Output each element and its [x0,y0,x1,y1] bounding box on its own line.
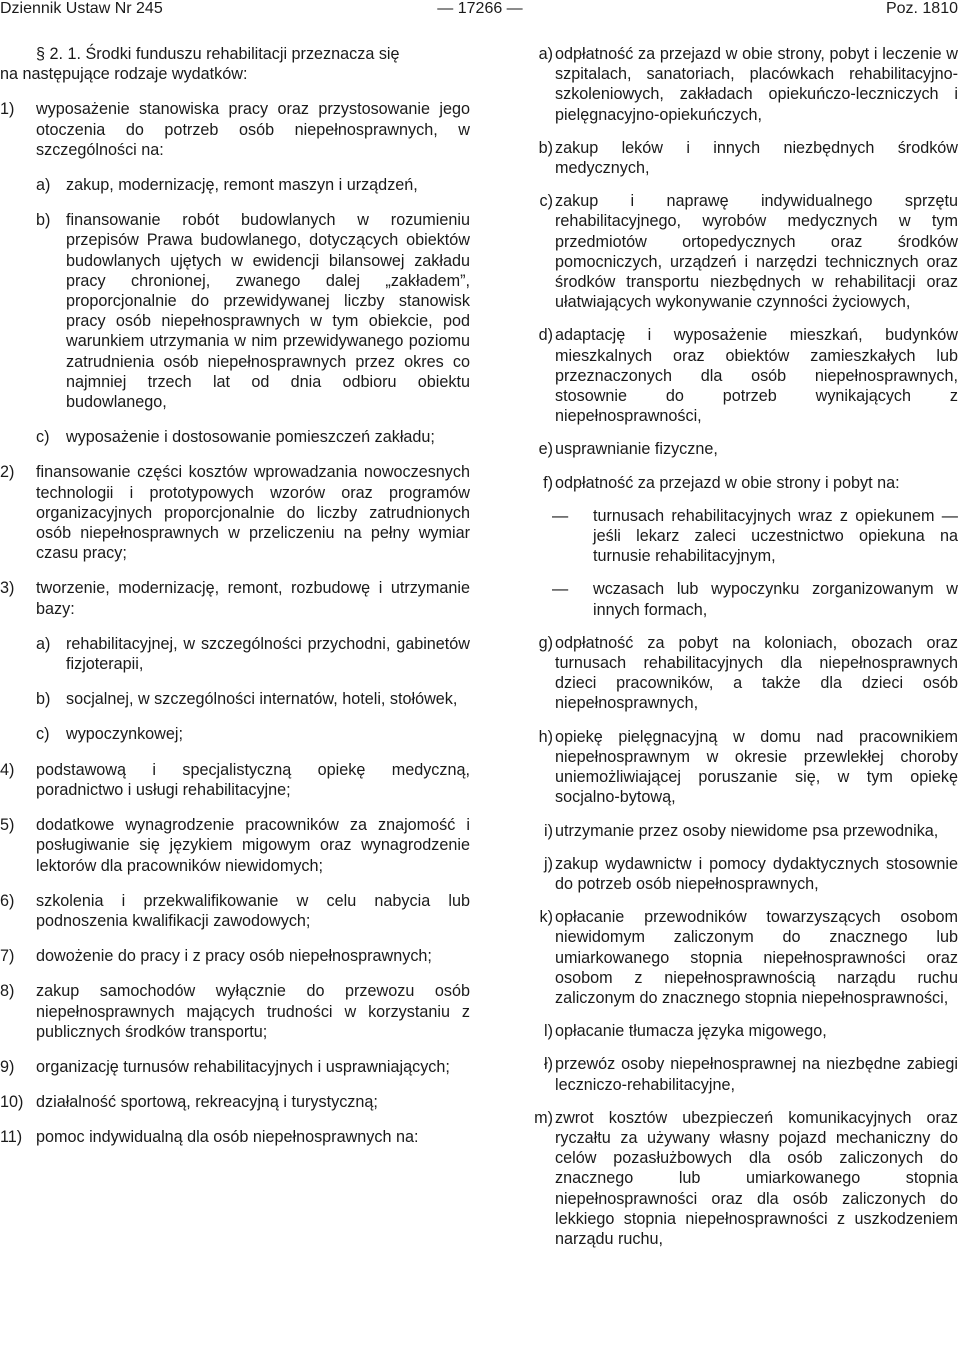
list-item-11i [508,821,958,841]
item-text: wypoczynkowej; [66,725,183,744]
item-text: wczasach lub wypoczynku zorganizowanym w innych formach, [593,580,958,619]
list-item-1b [0,210,470,412]
list-item-11b [508,138,958,178]
item-label: 2) [0,463,15,482]
item-label: 7) [0,947,15,966]
item-text: dodatkowe wynagrodzenie pracowników za znajomość i posługiwanie się językiem migowym oraz wynagrodzenie lektorów dla pracowników niewidomych; [36,816,470,875]
item-text: dowożenie do pracy i z pracy osób niepełnosprawnych; [36,947,432,966]
list-item-11e [508,439,958,459]
list-item-11f [508,473,958,493]
list-item-1a [0,175,470,195]
item-text: zakup, modernizację, remont maszyn i urządzeń, [66,176,418,195]
item-text: wyposażenie i dostosowanie pomieszczeń zakładu; [66,428,435,447]
item-label: 5) [0,816,15,835]
dash-marker: — [552,580,569,599]
item-text: rehabilitacyjnej, w szczególności przychodni, gabinetów fizjoterapii, [66,634,470,674]
item-label: f) [543,473,553,492]
list-item-11j [508,854,958,894]
list-item-6 [0,891,470,931]
list-item-11l-stroke [508,1054,958,1094]
item-text: finansowanie robót budowlanych w rozumieniu przepisów Prawa budowlanego, dotyczących obiektów budowlanych ujętych w ewidencji bilansowej zakładu pracy chronionej, zwanego dalej „zakładem”, proporcjonalnie do przewidywanej liczby stanowisk pracy osób niepełnosprawnych w tym obiekcie, pod warunkiem utrzymania w nim przewidywanego poziomu zatrudnienia osób niepełnosprawnych przez okres co najmniej trzech lat od dnia odbioru obiektu budowlanego, [66,211,470,412]
item-text: pomoc indywidualną dla osób niepełnosprawnych na: [36,1128,419,1147]
item-text: utrzymanie przez osoby niewidome psa przewodnika, [555,821,939,840]
item-text: zakup leków i innych niezbędnych środków medycznych, [555,138,958,178]
list-item-11 [0,1127,470,1147]
list-item-3a [0,634,470,674]
item-text: szkolenia i przekwalifikowanie w celu nabycia lub podnoszenia kwalifikacji zawodowych; [36,891,470,930]
list-item-1 [0,99,470,160]
left-column [0,44,470,1148]
list-item-8 [0,981,470,1042]
item-label: ł) [544,1055,553,1074]
paragraph-intro-continued: na następujące rodzaje wydatków: [0,65,248,84]
item-text: zakup wydawnictw i pomocy dydaktycznych stosownie do potrzeb osób niepełnosprawnych, [555,854,958,893]
list-item-11d [508,325,958,426]
item-text: odpłatność za pobyt na koloniach, obozach oraz turnusach rehabilitacyjnych dla niepełnosprawnych dzieci pracowników, a także dla dzieci osób niepełnosprawnych, [555,633,958,713]
dash-marker: — [552,506,569,525]
list-item-2 [0,462,470,563]
list-item-11h [508,727,958,808]
item-label: j) [544,854,553,873]
item-label: 4) [0,760,15,779]
journal-title: Dziennik Ustaw Nr 245 [0,0,163,17]
item-text: zakup i naprawę indywidualnego sprzętu rehabilitacyjnego, wyrobów medycznych w tym przedmiotów ortopedycznych oraz środków pomocniczych, urządzeń i narzędzi technicznych oraz środków transportu niezbędnych w rehabilitacji oraz ułatwiających wykonywanie czynności życiowych, [555,192,958,312]
item-label: c) [36,428,50,447]
item-label: b) [36,211,51,230]
list-item-3b [0,689,470,709]
item-label: 9) [0,1057,15,1076]
item-text: finansowanie części kosztów wprowadzania nowoczesnych technologii i prototypowych wzorów oraz programów organizacyjnych proporcjonalnie do liczby zatrudnionych osób niepełnosprawnych w przeliczeniu na pełny wymiar czasu pracy; [36,463,470,563]
item-label: 6) [0,891,15,910]
item-text: opłacanie tłumacza języka migowego, [555,1022,827,1041]
item-text: tworzenie, modernizację, remont, rozbudowę i utrzymanie bazy: [36,579,470,618]
list-item-4 [0,760,470,800]
list-item-11g [508,633,958,714]
item-text: socjalnej, w szczególności internatów, hoteli, stołówek, [66,690,458,709]
page-number: — 17266 — [437,0,523,17]
item-label: 11) [0,1128,23,1147]
item-text: odpłatność za przejazd w obie strony i pobyt na: [555,473,900,492]
dash-item-wczasy [508,579,958,619]
item-label: m) [534,1108,553,1127]
paragraph-intro: § 2. 1. Środki funduszu rehabilitacji przeznacza się [36,45,400,63]
list-item-11m [508,1108,958,1249]
item-label: 8) [0,982,15,1001]
item-label: c) [539,192,553,211]
item-label: c) [36,725,50,744]
list-item-11c [508,191,958,312]
item-label: a) [36,634,51,653]
right-column [508,44,958,1249]
page-header [0,0,960,22]
item-label: h) [538,727,553,746]
item-text: przewóz osoby niepełnosprawnej na niezbędne zabiegi leczniczo-rehabilitacyjne, [555,1055,958,1094]
item-label: k) [539,908,553,927]
item-label: a) [36,176,51,195]
item-text: podstawową i specjalistyczną opiekę medyczną, poradnictwo i usługi rehabilitacyjne; [36,760,470,799]
list-item-1c [0,427,470,447]
item-label: g) [538,633,553,652]
list-item-11l [508,1021,958,1041]
item-text: opłacanie przewodników towarzyszących osobom niewidomym zaliczonym do znacznego lub umiarkowanego stopnia niepełnosprawności oraz osobom z niepełnosprawnością narządu ruchu zaliczonym do znacznego stopnia niepełnosprawności, [555,908,958,1007]
item-label: 10) [0,1093,24,1112]
item-label: e) [538,440,553,459]
item-text: opiekę pielęgnacyjną w domu nad pracownikiem niepełnosprawnym w okresie przewlekłej choroby uniemożliwiającej poruszanie się, w tym opiekę socjalno-bytową, [555,727,958,807]
list-item-10 [0,1092,470,1112]
item-text: usprawnianie fizyczne, [555,440,718,459]
list-item-11k [508,907,958,1008]
item-text: wyposażenie stanowiska pracy oraz przystosowanie jego otoczenia do potrzeb osób niepełnosprawnych, w szczególności na: [36,100,470,159]
item-label: l) [544,1022,553,1041]
list-item-11a [508,44,958,125]
list-item-7 [0,946,470,966]
item-text: odpłatność za przejazd w obie strony, pobyt i leczenie w szpitalach, sanatoriach, placówkach rehabilitacyjno-szkoleniowych, zakładach opiekuńczo-leczniczych i pielęgnacyjno-opiekuńczych, [555,45,958,124]
item-label: a) [538,45,553,63]
item-text: zakup samochodów wyłącznie do przewozu osób niepełnosprawnych mających trudności w korzystaniu z publicznych środków transportu; [36,982,470,1041]
item-label: 1) [0,100,15,119]
item-text: organizację turnusów rehabilitacyjnych i usprawniających; [36,1057,450,1076]
item-text: turnusach rehabilitacyjnych wraz z opiekunem — jeśli lekarz zaleci uczestnictwo opiekuna na turnusie rehabilitacyjnym, [593,506,958,566]
item-label: 3) [0,579,15,598]
list-item-5 [0,815,470,876]
item-text: zwrot kosztów ubezpieczeń komunikacyjnych oraz ryczałtu za używany własny pojazd mechaniczny do celów pozasłużbowych dla osób zaliczonych do znacznego lub umiarkowanego stopnia niepełnosprawności oraz dla osób zaliczonych do lekkiego stopnia niepełnosprawności z uszkodzeniem narządu ruchu, [555,1108,958,1248]
item-label: d) [538,326,553,345]
list-item-3 [0,578,470,618]
item-label: b) [538,138,553,157]
item-label: b) [36,690,51,709]
item-text: działalność sportową, rekreacyjną i turystyczną; [36,1093,378,1112]
list-item-3c [0,724,470,744]
dash-item-turnus [508,506,958,567]
item-label: i) [544,821,553,840]
list-item-9 [0,1057,470,1077]
position-number: Poz. 1810 [885,0,958,17]
item-text: adaptację i wyposażenie mieszkań, budynków mieszkalnych oraz obiektów zamieszkałych lub przeznaczonych dla osób niepełnosprawnych, stosownie do potrzeb wynikających z niepełnosprawności, [555,326,958,426]
